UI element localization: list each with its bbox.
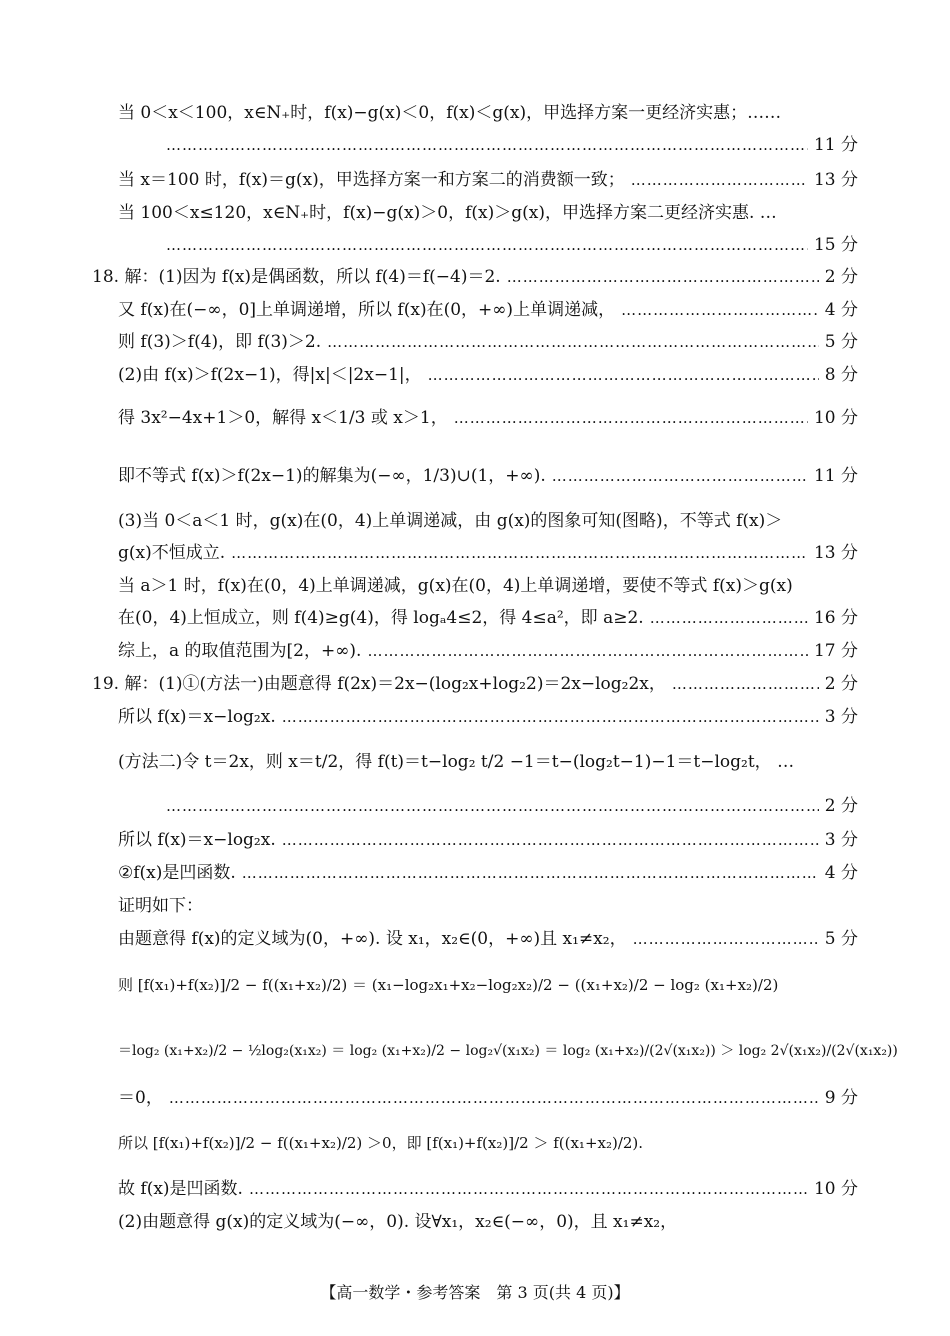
math-line: 所以 [f(x₁)+f(x₂)]/2 − f((x₁+x₂)/2) ＞0，即 [f(x₁)+f(x₂)]/2 ＞ f((x₁+x₂)/2). [118, 1134, 644, 1152]
text-line: 故 f(x)是凹函数. ………………………………………………………………………………………………………………………………………………………………………………………………………………………………… 10 分 [118, 1174, 858, 1204]
text-line: 所以 f(x)＝x−log₂x. ………………………………………………………………………………………………………………………………………………………………………………………………………………………………… 3 分 [118, 825, 858, 855]
text-line: (3)当 0＜a＜1 时，g(x)在(0，4)上单调递减，由 g(x)的图象可知(图略)，不等式 f(x)＞ [118, 511, 783, 531]
text-line: ………………………………………………………………………………………………………………………………………………………………………………………………………………………………… 11 分 [160, 130, 858, 160]
text-line: 得 3x²−4x+1＞0，解得 x＜1/3 或 x＞1， ………………………………………………………………………………………………………………………………………………………………………………………………………………………………… 10 分 [118, 403, 858, 433]
math-line: 则 [f(x₁)+f(x₂)]/2 − f((x₁+x₂)/2) ＝ (x₁−log₂x₁+x₂−log₂x₂)/2 − ((x₁+x₂)/2 − log₂ (x₁+x₂)/2) [118, 976, 779, 994]
text-line: ＝0， ………………………………………………………………………………………………………………………………………………………………………………………………………………………………… 9 分 [118, 1083, 858, 1113]
text-line: ②f(x)是凹函数. ………………………………………………………………………………………………………………………………………………………………………………………………………………………………… 4 分 [118, 858, 858, 888]
text-line: 则 f(3)＞f(4)，即 f(3)＞2. ………………………………………………………………………………………………………………………………………………………………………………………………………………………………… 5 分 [118, 327, 858, 357]
text-line: (方法二)令 t＝2x，则 x＝t/2，得 f(t)＝t−log₂ t/2 −1＝t−(log₂t−1)−1＝t−log₂t， … [118, 752, 795, 772]
text-line: ………………………………………………………………………………………………………………………………………………………………………………………………………………………………… 2 分 [160, 791, 858, 821]
page-footer: 【高一数学・参考答案 第 3 页(共 4 页)】 [320, 1283, 630, 1302]
text-line: g(x)不恒成立. ………………………………………………………………………………………………………………………………………………………………………………………………………………………………… 13 分 [118, 538, 858, 568]
text-line: 由题意得 f(x)的定义域为(0，+∞). 设 x₁，x₂∈(0，+∞)且 x₁≠x₂， ………………………………………………………………………………………………………………………………………………………………………………………………………………………………… 5 分 [118, 924, 858, 954]
text-line: (2)由 f(x)＞f(2x−1)，得|x|＜|2x−1|， ………………………………………………………………………………………………………………………………………………………………………………………………………………………………… 8 分 [118, 360, 858, 390]
text-line: 当 x＝100 时，f(x)＝g(x)，甲选择方案一和方案二的消费额一致； ………………………………………………………………………………………………………………………………………………………………………………………………………………………………… 13 分 [118, 165, 858, 195]
text-line: 证明如下： [118, 896, 203, 916]
text-line: 综上，a 的取值范围为[2，+∞). ………………………………………………………………………………………………………………………………………………………………………………………………………………………………… 17 分 [118, 636, 858, 666]
text-line: 即不等式 f(x)＞f(2x−1)的解集为(−∞，1/3)∪(1，+∞). ………………………………………………………………………………………………………………………………………………………………………………………………………………………………… 11 分 [118, 461, 858, 491]
text-line: 18. 解：(1)因为 f(x)是偶函数，所以 f(4)＝f(−4)＝2. ………………………………………………………………………………………………………………………………………………………………………………………………………………………………… 2 分 [92, 262, 858, 292]
text-line: 在(0，4)上恒成立，则 f(4)≥g(4)，得 logₐ4≤2，得 4≤a²，即 a≥2. ………………………………………………………………………………………………………………………………………………………………………………………………………………………………… 16 分 [118, 603, 858, 633]
text-line: 当 100＜x≤120，x∈N₊时，f(x)−g(x)＞0，f(x)＞g(x)，甲选择方案二更经济实惠. … [118, 203, 777, 223]
math-line: ＝log₂ (x₁+x₂)/2 − ½log₂(x₁x₂) ＝ log₂ (x₁+x₂)/2 − log₂√(x₁x₂) ＝ log₂ (x₁+x₂)/(2√(x₁x₂)) ＞ log₂ 2√(x₁x₂)/(2√(x₁x₂)) [118, 1043, 898, 1059]
text-line: 当 0＜x＜100，x∈N₊时，f(x)−g(x)＜0，f(x)＜g(x)，甲选择方案一更经济实惠；…… [118, 103, 782, 123]
text-line: 又 f(x)在(−∞，0]上单调递增，所以 f(x)在(0，+∞)上单调递减， ………………………………………………………………………………………………………………………………………………………………………………………………………………………………… 4 分 [118, 295, 858, 325]
text-line: 19. 解：(1)①(方法一)由题意得 f(2x)＝2x−(log₂x+log₂2)＝2x−log₂2x， ………………………………………………………………………………………………………………………………………………………………………………………………………………………………… 2 分 [92, 669, 858, 699]
text-line: (2)由题意得 g(x)的定义域为(−∞，0). 设∀x₁，x₂∈(−∞，0)，且 x₁≠x₂， [118, 1212, 678, 1232]
text-line: 所以 f(x)＝x−log₂x. ………………………………………………………………………………………………………………………………………………………………………………………………………………………………… 3 分 [118, 702, 858, 732]
text-line: 当 a＞1 时，f(x)在(0，4)上单调递减，g(x)在(0，4)上单调递增，要使不等式 f(x)＞g(x) [118, 576, 793, 596]
text-line: ………………………………………………………………………………………………………………………………………………………………………………………………………………………………… 15 分 [160, 230, 858, 260]
